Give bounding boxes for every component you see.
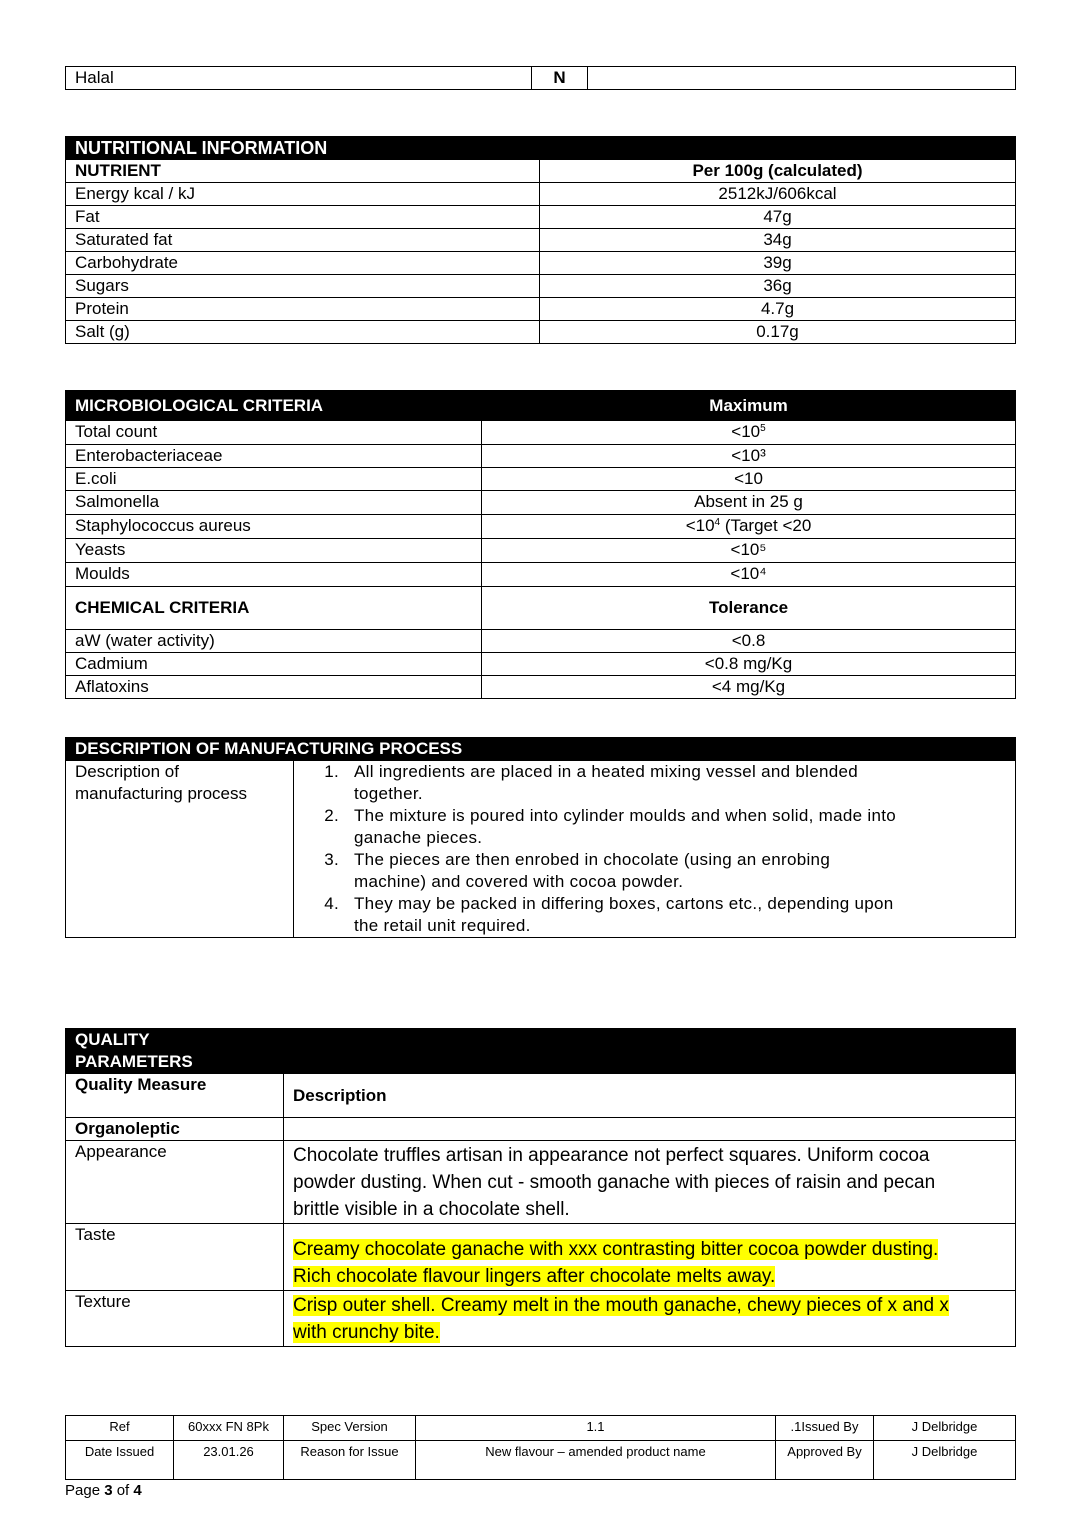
micro-name: E.coli bbox=[66, 468, 482, 491]
halal-label: Halal bbox=[66, 67, 532, 90]
chemical-value: <0.8 bbox=[482, 630, 1016, 653]
nutrition-table bbox=[65, 136, 1016, 344]
footer-table bbox=[65, 1415, 1016, 1480]
date-issued-label: Date Issued bbox=[66, 1441, 174, 1480]
nutrient-value: 4.7g bbox=[540, 298, 1016, 321]
micro-title: MICROBIOLOGICAL CRITERIA bbox=[66, 391, 482, 421]
chemical-title: CHEMICAL CRITERIA bbox=[66, 587, 482, 630]
taste-label: Taste bbox=[66, 1224, 284, 1291]
chemical-name: Cadmium bbox=[66, 653, 482, 676]
micro-value: <10⁴ bbox=[482, 563, 1016, 587]
process-title: DESCRIPTION OF MANUFACTURING PROCESS bbox=[66, 738, 1016, 761]
quality-title-spacer bbox=[284, 1029, 1016, 1074]
nutrient-name: Saturated fat bbox=[66, 229, 540, 252]
date-issued-value: 23.01.26 bbox=[174, 1441, 284, 1480]
nutrient-value: 0.17g bbox=[540, 321, 1016, 344]
texture-label: Texture bbox=[66, 1291, 284, 1347]
page-number: Page 3 of 4 bbox=[65, 1482, 142, 1499]
ref-label: Ref bbox=[66, 1416, 174, 1441]
quality-table bbox=[65, 1028, 1016, 1347]
ref-value: 60xxx FN 8Pk bbox=[174, 1416, 284, 1441]
micro-value: Absent in 25 g bbox=[482, 491, 1016, 515]
nutrient-name: Energy kcal / kJ bbox=[66, 183, 540, 206]
organoleptic-heading: Organoleptic bbox=[66, 1118, 284, 1141]
nutrient-name: Sugars bbox=[66, 275, 540, 298]
process-step: 4. They may be packed in differing boxes, cartons etc., depending upon the retail unit required. bbox=[344, 893, 1015, 937]
nutrient-name: Fat bbox=[66, 206, 540, 229]
nutrient-value: 36g bbox=[540, 275, 1016, 298]
approved-by-label: Approved By bbox=[776, 1441, 874, 1480]
halal-value: N bbox=[532, 67, 588, 90]
halal-table bbox=[65, 66, 1016, 90]
per100g-col-header: Per 100g (calculated) bbox=[540, 160, 1016, 183]
description-col-header: Description bbox=[284, 1074, 1016, 1118]
maximum-col-header: Maximum bbox=[482, 391, 1016, 421]
nutrient-value: 47g bbox=[540, 206, 1016, 229]
reason-label: Reason for Issue bbox=[284, 1441, 416, 1480]
chemical-name: aW (water activity) bbox=[66, 630, 482, 653]
halal-empty bbox=[588, 67, 1016, 90]
reason-value: New flavour – amended product name bbox=[416, 1441, 776, 1480]
nutrient-name: Protein bbox=[66, 298, 540, 321]
micro-value: $<10^4$ (Target <20 bbox=[482, 515, 1016, 539]
appearance-label: Appearance bbox=[66, 1141, 284, 1224]
texture-description: Crisp outer shell. Creamy melt in the mouth ganache, chewy pieces of x and x with crunchy bite. bbox=[284, 1291, 1016, 1347]
process-table bbox=[65, 737, 1016, 938]
process-steps bbox=[294, 761, 1016, 938]
approved-by-value: J Delbridge bbox=[874, 1441, 1016, 1480]
process-step: 3. The pieces are then enrobed in chocolate (using an enrobing machine) and covered with cocoa powder. bbox=[344, 849, 1015, 893]
nutrition-title: NUTRITIONAL INFORMATION bbox=[66, 137, 1016, 160]
micro-name: Enterobacteriaceae bbox=[66, 445, 482, 468]
spec-version-value: 1.1 bbox=[416, 1416, 776, 1441]
micro-name: Staphylococcus aureus bbox=[66, 515, 482, 539]
nutrient-name: Carbohydrate bbox=[66, 252, 540, 275]
micro-value: <10³ bbox=[482, 445, 1016, 468]
tolerance-col-header: Tolerance bbox=[482, 587, 1016, 630]
micro-value: $<10^5$ bbox=[482, 421, 1016, 445]
quality-title: QUALITY PARAMETERS bbox=[66, 1029, 284, 1074]
appearance-description: Chocolate truffles artisan in appearance not perfect squares. Uniform cocoa powder dusting. When cut - smooth ganache with pieces of raisin and pecan brittle visible in a chocolate shell. bbox=[284, 1141, 1016, 1224]
nutrient-col-header: NUTRIENT bbox=[66, 160, 540, 183]
process-step: 2. The mixture is poured into cylinder moulds and when solid, made into ganache pieces. bbox=[344, 805, 1015, 849]
chemical-value: <0.8 mg/Kg bbox=[482, 653, 1016, 676]
chemical-value: <4 mg/Kg bbox=[482, 676, 1016, 699]
process-step-list bbox=[294, 761, 1015, 937]
micro-name: Salmonella bbox=[66, 491, 482, 515]
micro-name: Total count bbox=[66, 421, 482, 445]
spec-version-label: Spec Version bbox=[284, 1416, 416, 1441]
nutrient-value: 34g bbox=[540, 229, 1016, 252]
process-label: Description of manufacturing process bbox=[66, 761, 294, 938]
nutrient-value: 39g bbox=[540, 252, 1016, 275]
micro-value: <10 bbox=[482, 468, 1016, 491]
criteria-table bbox=[65, 390, 1016, 699]
issued-by-value: J Delbridge bbox=[874, 1416, 1016, 1441]
taste-description: Creamy chocolate ganache with xxx contrasting bitter cocoa powder dusting. Rich chocolate flavour lingers after chocolate melts away. bbox=[284, 1224, 1016, 1291]
micro-value: <10⁵ bbox=[482, 539, 1016, 563]
nutrient-value: 2512kJ/606kcal bbox=[540, 183, 1016, 206]
organoleptic-spacer bbox=[284, 1118, 1016, 1141]
micro-name: Yeasts bbox=[66, 539, 482, 563]
micro-name: Moulds bbox=[66, 563, 482, 587]
issued-by-label: .1Issued By bbox=[776, 1416, 874, 1441]
chemical-name: Aflatoxins bbox=[66, 676, 482, 699]
quality-measure-col-header: Quality Measure bbox=[66, 1074, 284, 1118]
nutrient-name: Salt (g) bbox=[66, 321, 540, 344]
process-step: 1. All ingredients are placed in a heated mixing vessel and blended together. bbox=[344, 761, 1015, 805]
